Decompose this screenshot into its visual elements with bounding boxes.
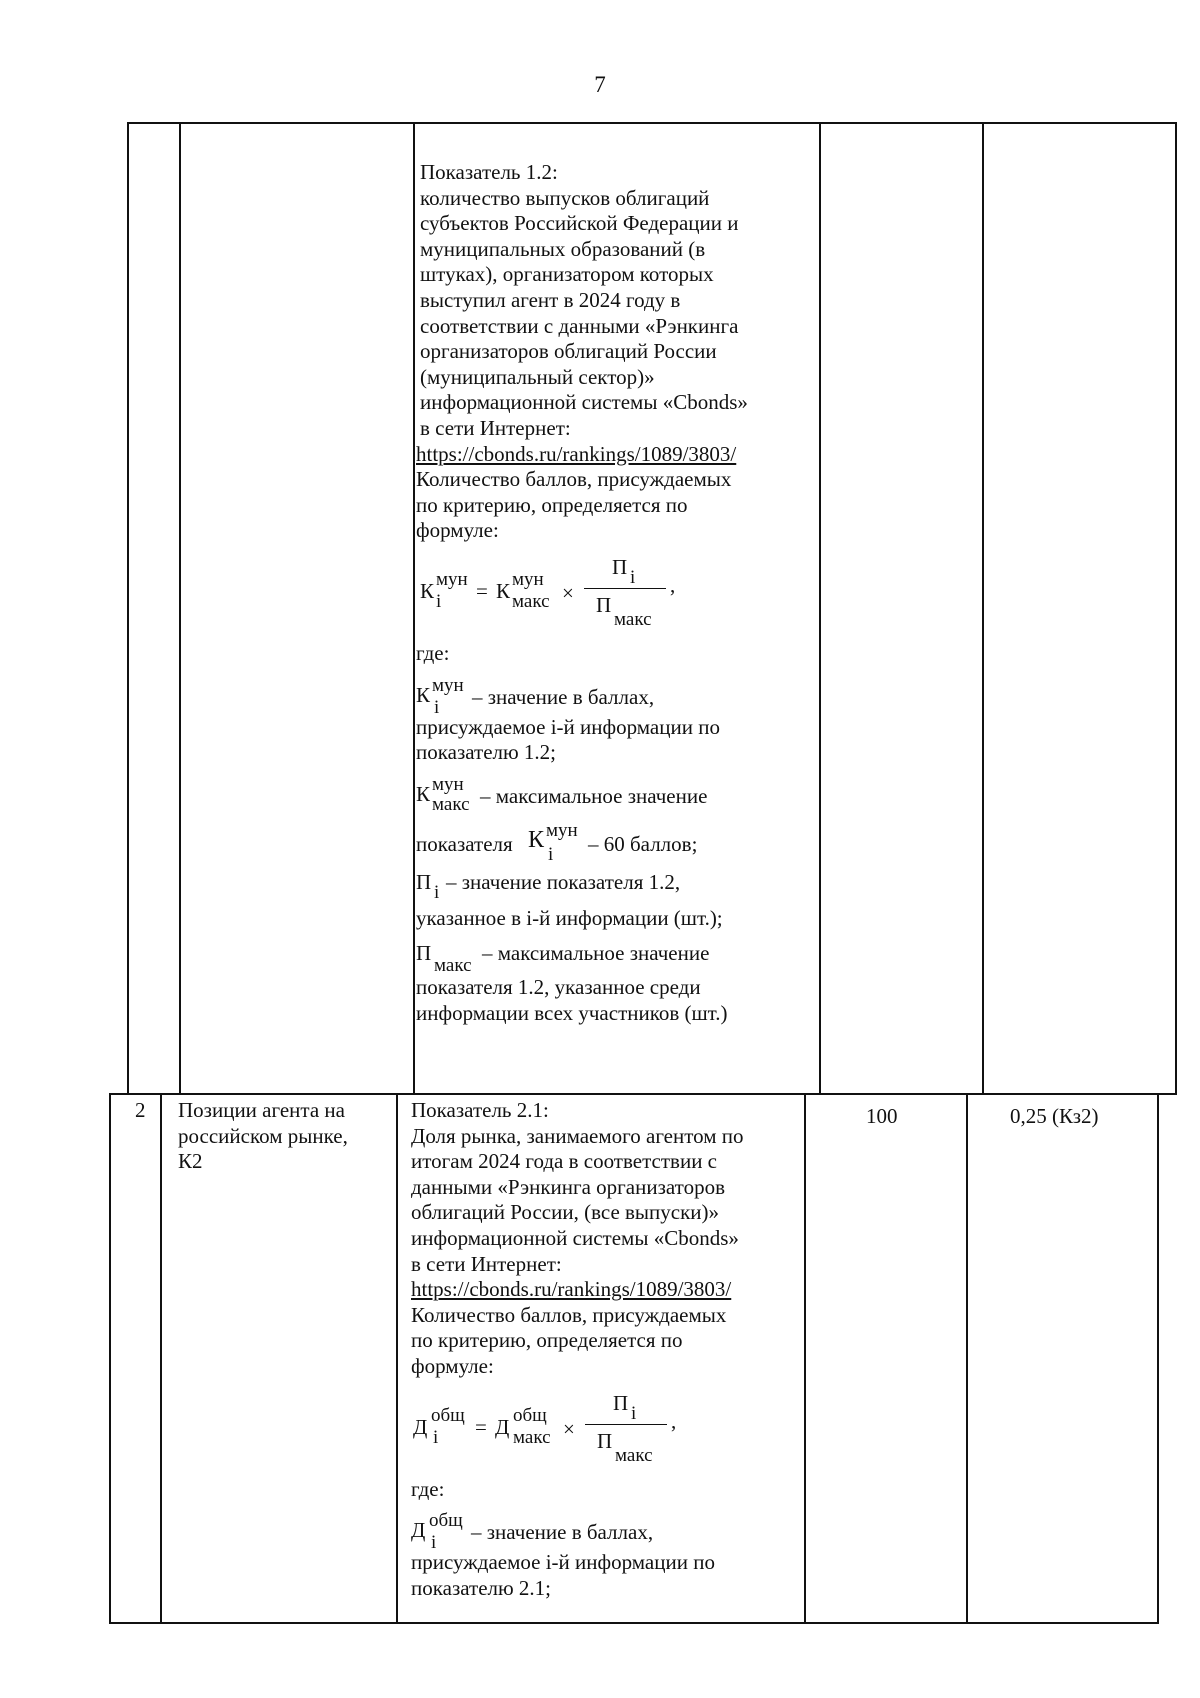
def-symbol-sub: i — [434, 881, 440, 903]
formula-denominator-base: П — [596, 592, 612, 617]
formula-lhs-sup: общ — [431, 1404, 465, 1426]
def-text: – максимальное значение — [480, 783, 708, 808]
description-line: муниципальных образований (в — [420, 236, 706, 261]
description-line: информационной системы «Cbonds» — [411, 1225, 739, 1250]
formula-max-sub: макс — [513, 1426, 551, 1448]
score-line: по критерию, определяется по — [411, 1328, 683, 1353]
def-text: – значение в баллах, — [471, 1520, 654, 1545]
col-border-criterion — [413, 122, 415, 1093]
formula-fraction-bar — [584, 588, 666, 589]
def-text: – значение в баллах, — [472, 684, 655, 709]
criterion-line: российском рынке, — [178, 1123, 348, 1148]
description-line: субъектов Российской Федерации и — [420, 211, 739, 236]
col-border-criterion — [396, 1093, 398, 1622]
description-line: данными «Рэнкинга организаторов — [411, 1174, 725, 1199]
col-border-number — [160, 1093, 162, 1622]
def-symbol-sub: i — [434, 696, 440, 718]
definition-max — [416, 772, 812, 815]
col-border-left — [127, 122, 129, 1093]
def-symbol-sub: макс — [432, 793, 470, 815]
description-line: облигаций России, (все выпуски)» — [411, 1200, 720, 1225]
formula-equals: = — [475, 1414, 487, 1439]
description-line: соответствии с данными «Рэнкинга — [420, 313, 739, 338]
criterion-line: К2 — [178, 1149, 203, 1174]
def-text: – максимальное значение — [482, 941, 710, 966]
description-line: (муниципальный сектор)» — [420, 364, 655, 389]
def-symbol-base: К — [416, 781, 431, 806]
indicator-title: Показатель 2.1: — [411, 1098, 549, 1122]
definition-score — [411, 1508, 811, 1554]
where-label: где: — [411, 1476, 445, 1501]
formula-numerator-sub: i — [630, 566, 636, 588]
score-line: Количество баллов, присуждаемых — [416, 467, 732, 492]
definition-score — [416, 673, 812, 718]
score-line: Количество баллов, присуждаемых — [411, 1302, 727, 1327]
def-symbol-base: К — [416, 682, 431, 707]
row2-criterion-cell — [178, 1098, 393, 1175]
def-symbol-sup: мун — [546, 819, 578, 841]
def-text: – значение показателя 1.2, — [446, 869, 681, 894]
score-line: по критерию, определяется по — [416, 492, 688, 517]
description-line: Доля рынка, занимаемого агентом по — [411, 1123, 744, 1148]
col-border-right — [1175, 122, 1177, 1093]
def-symbol-base: Д — [411, 1518, 426, 1543]
formula-max-sup: мун — [512, 568, 544, 590]
definition-line: показателю 1.2; — [416, 740, 557, 765]
def-symbol-base: П — [416, 869, 432, 894]
formula-max-base: К — [496, 578, 511, 603]
where-label: где: — [416, 640, 450, 665]
formula-numerator-base: П — [612, 554, 628, 579]
row1-content-cell — [416, 160, 812, 1026]
col-border-score — [966, 1093, 968, 1622]
col-border-left — [109, 1093, 111, 1622]
formula-times: × — [563, 1416, 575, 1441]
definition-line: информации всех участников (шт.) — [416, 1000, 728, 1025]
def-symbol-sup: общ — [429, 1510, 463, 1532]
description-line: в сети Интернет: — [411, 1251, 562, 1276]
formula-numerator-base: П — [613, 1390, 629, 1415]
formula-lhs-sub: i — [433, 1426, 439, 1448]
def-symbol-sub: макс — [434, 955, 472, 977]
definition-line: присуждаемое i-й информации по — [411, 1550, 715, 1575]
formula-lhs-sub: i — [436, 590, 442, 612]
formula-lhs-base: К — [420, 578, 435, 603]
formula-fraction-bar — [585, 1424, 667, 1425]
def-symbol-sub: i — [431, 1532, 437, 1554]
page-number: 7 — [594, 72, 606, 97]
formula-denominator-base: П — [597, 1428, 613, 1453]
indicator-title: Показатель 1.2: — [420, 160, 558, 184]
score-formula — [411, 1387, 811, 1469]
table-bottom-border — [109, 1622, 1159, 1624]
col-border-number — [179, 122, 181, 1093]
score-formula — [416, 551, 812, 633]
cbonds-link[interactable]: https://cbonds.ru/rankings/1089/3803/ — [411, 1277, 732, 1302]
def-symbol-sup: мун — [432, 674, 464, 696]
row2-max-score: 100 — [866, 1104, 898, 1128]
description-line: штуках), организатором которых — [420, 262, 714, 287]
formula-comma: , — [670, 572, 676, 597]
definition-line: показателя 1.2, указанное среди — [416, 975, 701, 1000]
formula-max-base: Д — [495, 1414, 510, 1439]
definition-line: присуждаемое i-й информации по — [416, 714, 720, 739]
formula-max-sub: макс — [512, 590, 550, 612]
formula-lhs-sup: мун — [436, 568, 468, 590]
formula-lhs-base: Д — [413, 1414, 428, 1439]
description-line: организаторов облигаций России — [420, 339, 717, 364]
row2-number: 2 — [135, 1098, 146, 1122]
def-symbol-sup: мун — [432, 773, 464, 795]
formula-comma: , — [671, 1408, 677, 1433]
col-border-score — [982, 122, 984, 1093]
formula-denominator-sub: макс — [614, 608, 652, 630]
description-line: количество выпусков облигаций — [420, 185, 710, 210]
row2-content-cell — [411, 1098, 811, 1601]
definition-line: показателю 2.1; — [411, 1575, 552, 1600]
formula-numerator-sub: i — [631, 1402, 637, 1424]
def-symbol-base: П — [416, 941, 432, 966]
def-suffix: – 60 баллов; — [588, 831, 698, 856]
formula-equals: = — [476, 578, 488, 603]
def-symbol-sub: i — [548, 843, 554, 865]
row2-weight: 0,25 (Кз2) — [1010, 1104, 1099, 1128]
definition-max-continued — [416, 818, 812, 865]
description-line: выступил агент в 2024 году в — [420, 287, 681, 312]
def-prefix: показателя — [416, 831, 513, 856]
definition-line: указанное в i-й информации (шт.); — [416, 905, 723, 930]
description-line: в сети Интернет: — [420, 415, 571, 440]
description-line: итогам 2024 года в соответствии с — [411, 1149, 717, 1174]
def-symbol-base: К — [528, 826, 545, 853]
formula-denominator-sub: макс — [615, 1444, 653, 1466]
row-divider — [109, 1093, 1177, 1095]
formula-max-sup: общ — [513, 1404, 547, 1426]
criterion-line: Позиции агента на — [178, 1098, 345, 1122]
definition-value-max — [416, 937, 812, 977]
col-border-content — [819, 122, 821, 1093]
definition-value — [416, 864, 812, 904]
cbonds-link[interactable]: https://cbonds.ru/rankings/1089/3803/ — [416, 441, 737, 466]
formula-times: × — [562, 580, 574, 605]
table-top-border — [127, 122, 1177, 124]
description-line: информационной системы «Cbonds» — [420, 390, 748, 415]
score-line: формуле: — [411, 1353, 494, 1378]
score-line: формуле: — [416, 518, 499, 543]
col-border-right — [1157, 1093, 1159, 1622]
